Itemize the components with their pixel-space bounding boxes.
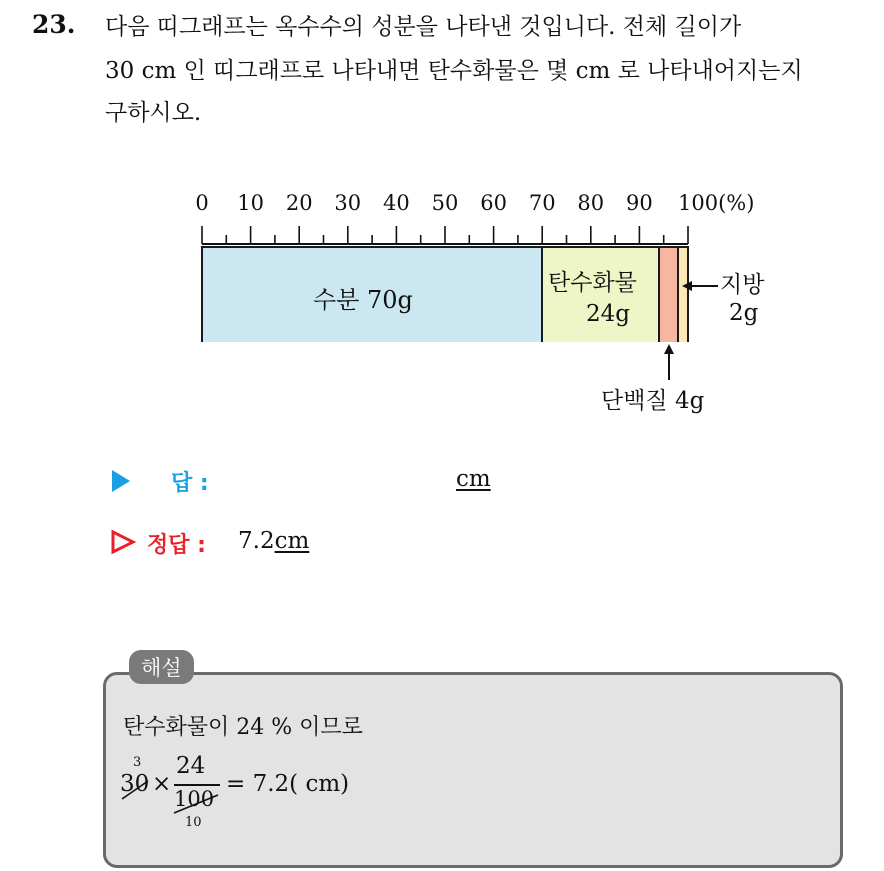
water-label: 수분 70g: [313, 286, 413, 314]
answer-unit: cm: [456, 466, 491, 492]
carb-amount-label: 24g: [586, 301, 630, 327]
question-line-3: 구하시오.: [105, 100, 202, 126]
percent-scale: [190, 186, 755, 246]
scale-tick-label: 40: [383, 191, 410, 215]
whole-reduced: 3: [133, 755, 142, 770]
calc-result: = 7.2( cm): [226, 771, 350, 797]
times-sign: ×: [152, 771, 172, 797]
scale-tick-label: 50: [431, 191, 459, 215]
correct-answer-value: 7.2: [238, 528, 275, 554]
explanation-tag: 해설: [129, 650, 194, 684]
denominator-reduced: 10: [185, 815, 202, 830]
scale-tick-label: 0: [195, 191, 209, 215]
fraction-bar: [174, 784, 220, 786]
percent-scale-svg: [190, 186, 755, 246]
scale-tick-label: 90: [626, 191, 653, 215]
scale-tick-label: 100(%): [678, 191, 755, 215]
correct-answer: [238, 528, 309, 554]
carb-name-label: 탄수화물: [548, 270, 637, 296]
scale-tick-label: 20: [285, 191, 313, 215]
question-number: 23.: [32, 10, 76, 39]
explanation-calculation: [120, 755, 380, 835]
fraction-numerator: 24: [176, 753, 206, 779]
scale-tick-label: 10: [237, 191, 264, 215]
scale-tick-label: 60: [480, 191, 507, 215]
strip-segment: [660, 248, 679, 342]
whole-value: 30: [120, 771, 150, 797]
correct-answer-label: 정답 :: [147, 533, 206, 558]
question-line-2: 30 cm 인 띠그래프로 나타내면 탄수화물은 몇 cm 로 나타내어지는지: [105, 58, 803, 84]
answer-triangle-icon: [112, 470, 130, 492]
question-line-1: 다음 띠그래프는 옥수수의 성분을 나타낸 것입니다. 전체 길이가: [105, 14, 742, 40]
correct-answer-triangle-icon: [110, 529, 136, 555]
protein-label: 단백질 4g: [601, 388, 705, 414]
fraction-denominator: 100: [174, 787, 215, 811]
fat-arrow-icon: [680, 276, 720, 296]
scale-tick-label: 30: [334, 191, 362, 215]
explanation-line-1: 탄수화물이 24 % 이므로: [123, 715, 363, 740]
denominator-cancel-stroke: [172, 789, 220, 817]
protein-arrow-icon: [659, 342, 679, 382]
whole-cancel-stroke: [120, 775, 150, 803]
fat-name-label: 지방: [720, 272, 765, 298]
scale-tick-label: 70: [528, 191, 556, 215]
correct-answer-unit: cm: [274, 528, 310, 554]
fat-amount-label: 2g: [729, 300, 759, 326]
scale-tick-label: 80: [577, 191, 605, 215]
answer-label: 답 :: [171, 471, 209, 496]
